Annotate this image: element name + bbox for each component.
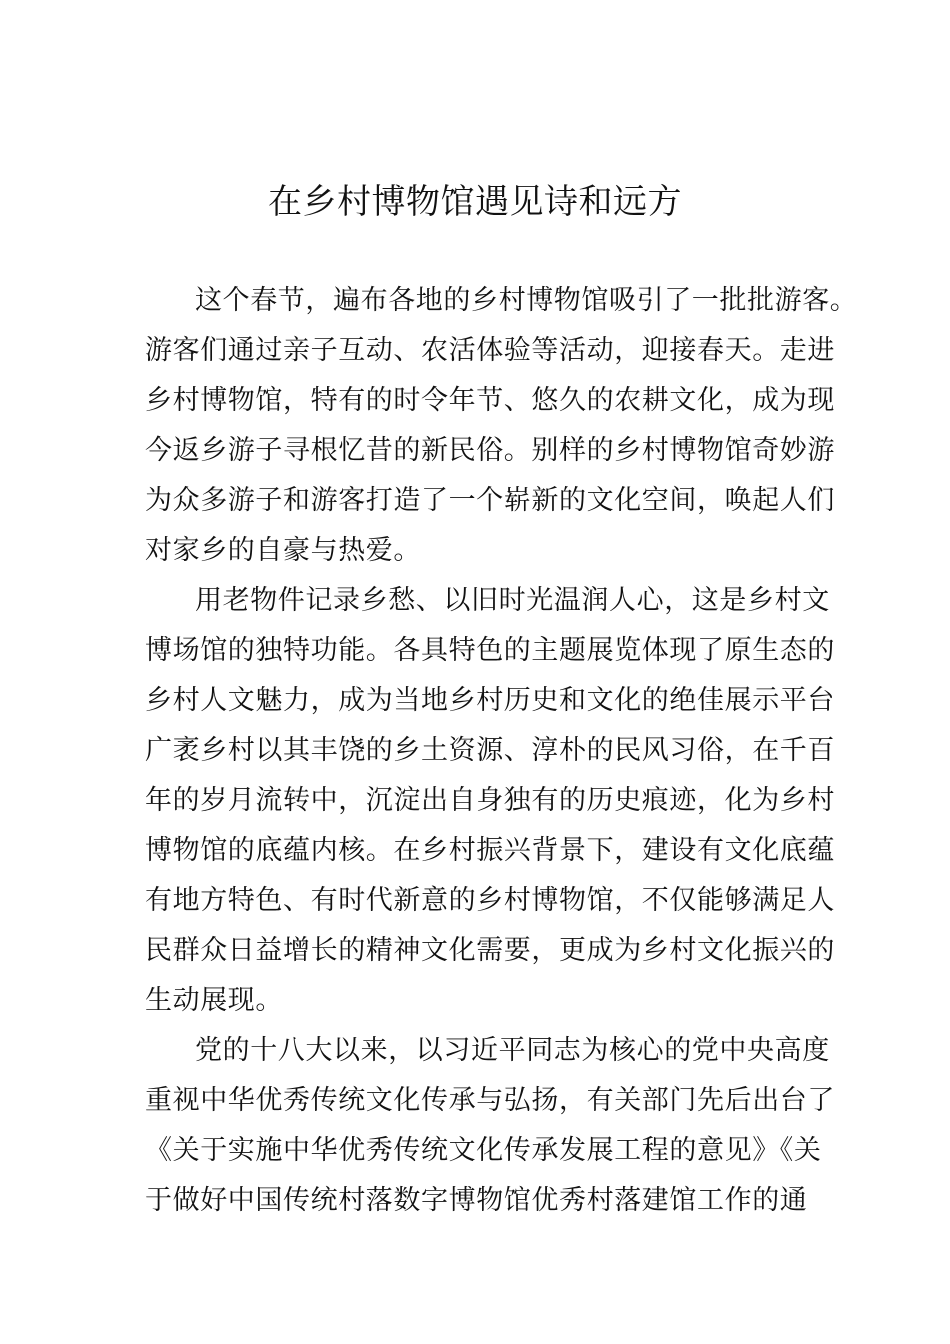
paragraph-3-line-2: 重视中华优秀传统文化传承与弘扬，有关部门先后出台了 (145, 1085, 835, 1116)
paragraph-1-line-5: 为众多游子和游客打造了一个崭新的文化空间，唤起人们 (145, 485, 835, 516)
paragraph-2-line-4: 广袤乡村以其丰饶的乡土资源、淳朴的民风习俗，在千百 (145, 735, 835, 766)
paragraph-3-line-3: 《关于实施中华优秀传统文化传承发展工程的意见》《关 (145, 1135, 822, 1166)
paragraph-2-line-9: 生动展现。 (145, 985, 283, 1016)
paragraph-1-line-1: 这个春节，遍布各地的乡村博物馆吸引了一批批游客。 (195, 285, 858, 316)
paragraph-1-line-6: 对家乡的自豪与热爱。 (145, 535, 421, 566)
paragraph-2-line-1: 用老物件记录乡愁、以旧时光温润人心，这是乡村文 (195, 585, 830, 616)
paragraph-1-line-3: 乡村博物馆，特有的时令年节、悠久的农耕文化，成为现 (145, 385, 835, 416)
paragraph-3-line-1: 党的十八大以来，以习近平同志为核心的党中央高度 (195, 1035, 830, 1066)
paragraph-1-line-2: 游客们通过亲子互动、农活体验等活动，迎接春天。走进 (145, 335, 835, 366)
paragraph-2-line-7: 有地方特色、有时代新意的乡村博物馆，不仅能够满足人 (145, 885, 835, 916)
paragraph-2-line-6: 博物馆的底蕴内核。在乡村振兴背景下，建设有文化底蕴 (145, 835, 835, 866)
paragraph-2-line-8: 民群众日益增长的精神文化需要，更成为乡村文化振兴的 (145, 935, 835, 966)
paragraph-1-line-4: 今返乡游子寻根忆昔的新民俗。别样的乡村博物馆奇妙游 (145, 435, 835, 466)
paragraph-2-line-3: 乡村人文魅力，成为当地乡村历史和文化的绝佳展示平台 (145, 685, 835, 716)
paragraph-3-line-4: 于做好中国传统村落数字博物馆优秀村落建馆工作的通 (145, 1185, 808, 1216)
document-title: 在乡村博物馆遇见诗和远方 (268, 182, 682, 222)
paragraph-2-line-2: 博场馆的独特功能。各具特色的主题展览体现了原生态的 (145, 635, 835, 666)
paragraph-2-line-5: 年的岁月流转中，沉淀出自身独有的历史痕迹，化为乡村 (145, 785, 835, 816)
